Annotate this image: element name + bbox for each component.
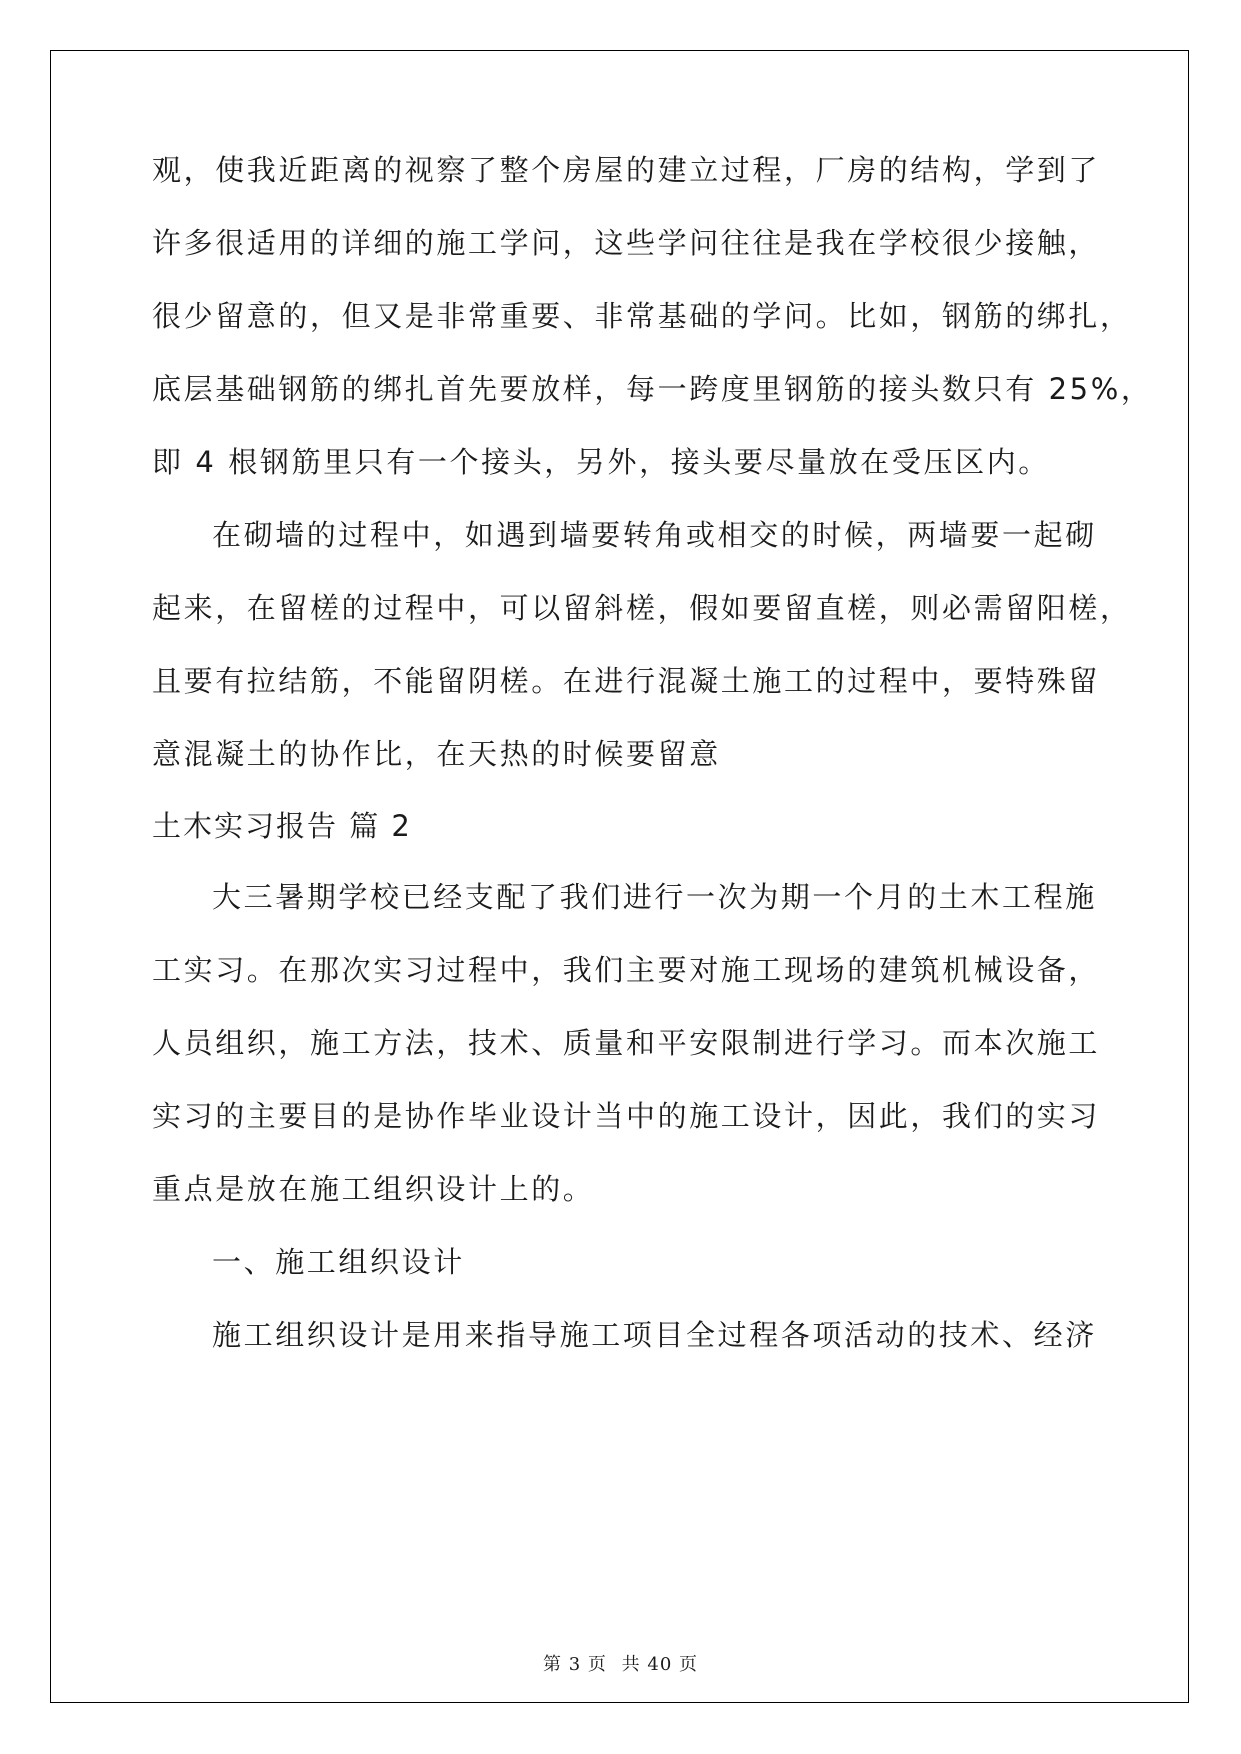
page-total: 共 40 页	[621, 1654, 698, 1675]
text-line: 即 4 根钢筋里只有一个接头，另外，接头要尽量放在受压区内。	[152, 445, 1050, 479]
text-line: 在砌墙的过程中，如遇到墙要转角或相交的时候，两墙要一起砌	[212, 518, 1097, 552]
text-line: 实习的主要目的是协作毕业设计当中的施工设计，因此，我们的实习	[152, 1099, 1101, 1133]
section-heading: 土木实习报告 篇 2	[152, 809, 412, 843]
text-line: 许多很适用的详细的施工学问，这些学问往往是我在学校很少接触，	[152, 226, 1101, 260]
page-footer	[0, 1650, 1241, 1676]
text-line: 很少留意的，但又是非常重要、非常基础的学问。比如，钢筋的绑扎，	[152, 299, 1132, 333]
text-line: 底层基础钢筋的绑扎首先要放样，每一跨度里钢筋的接头数只有 25%，	[152, 372, 1153, 406]
page-number: 第 3 页	[543, 1654, 607, 1675]
text-line: 施工组织设计是用来指导施工项目全过程各项活动的技术、经济	[212, 1318, 1097, 1352]
text-line: 且要有拉结筋，不能留阴槎。在进行混凝土施工的过程中，要特殊留	[152, 664, 1101, 698]
text-line: 大三暑期学校已经支配了我们进行一次为期一个月的土木工程施	[212, 880, 1097, 914]
text-line: 观，使我近距离的视察了整个房屋的建立过程，厂房的结构，学到了	[152, 153, 1101, 187]
text-line: 起来，在留槎的过程中，可以留斜槎，假如要留直槎，则必需留阳槎，	[152, 591, 1132, 625]
text-line: 意混凝土的协作比，在天热的时候要留意	[152, 737, 721, 771]
text-line: 重点是放在施工组织设计上的。	[152, 1172, 595, 1206]
text-line: 工实习。在那次实习过程中，我们主要对施工现场的建筑机械设备，	[152, 953, 1101, 987]
subsection-title: 一、施工组织设计	[212, 1245, 465, 1279]
text-line: 人员组织，施工方法，技术、质量和平安限制进行学习。而本次施工	[152, 1026, 1101, 1060]
